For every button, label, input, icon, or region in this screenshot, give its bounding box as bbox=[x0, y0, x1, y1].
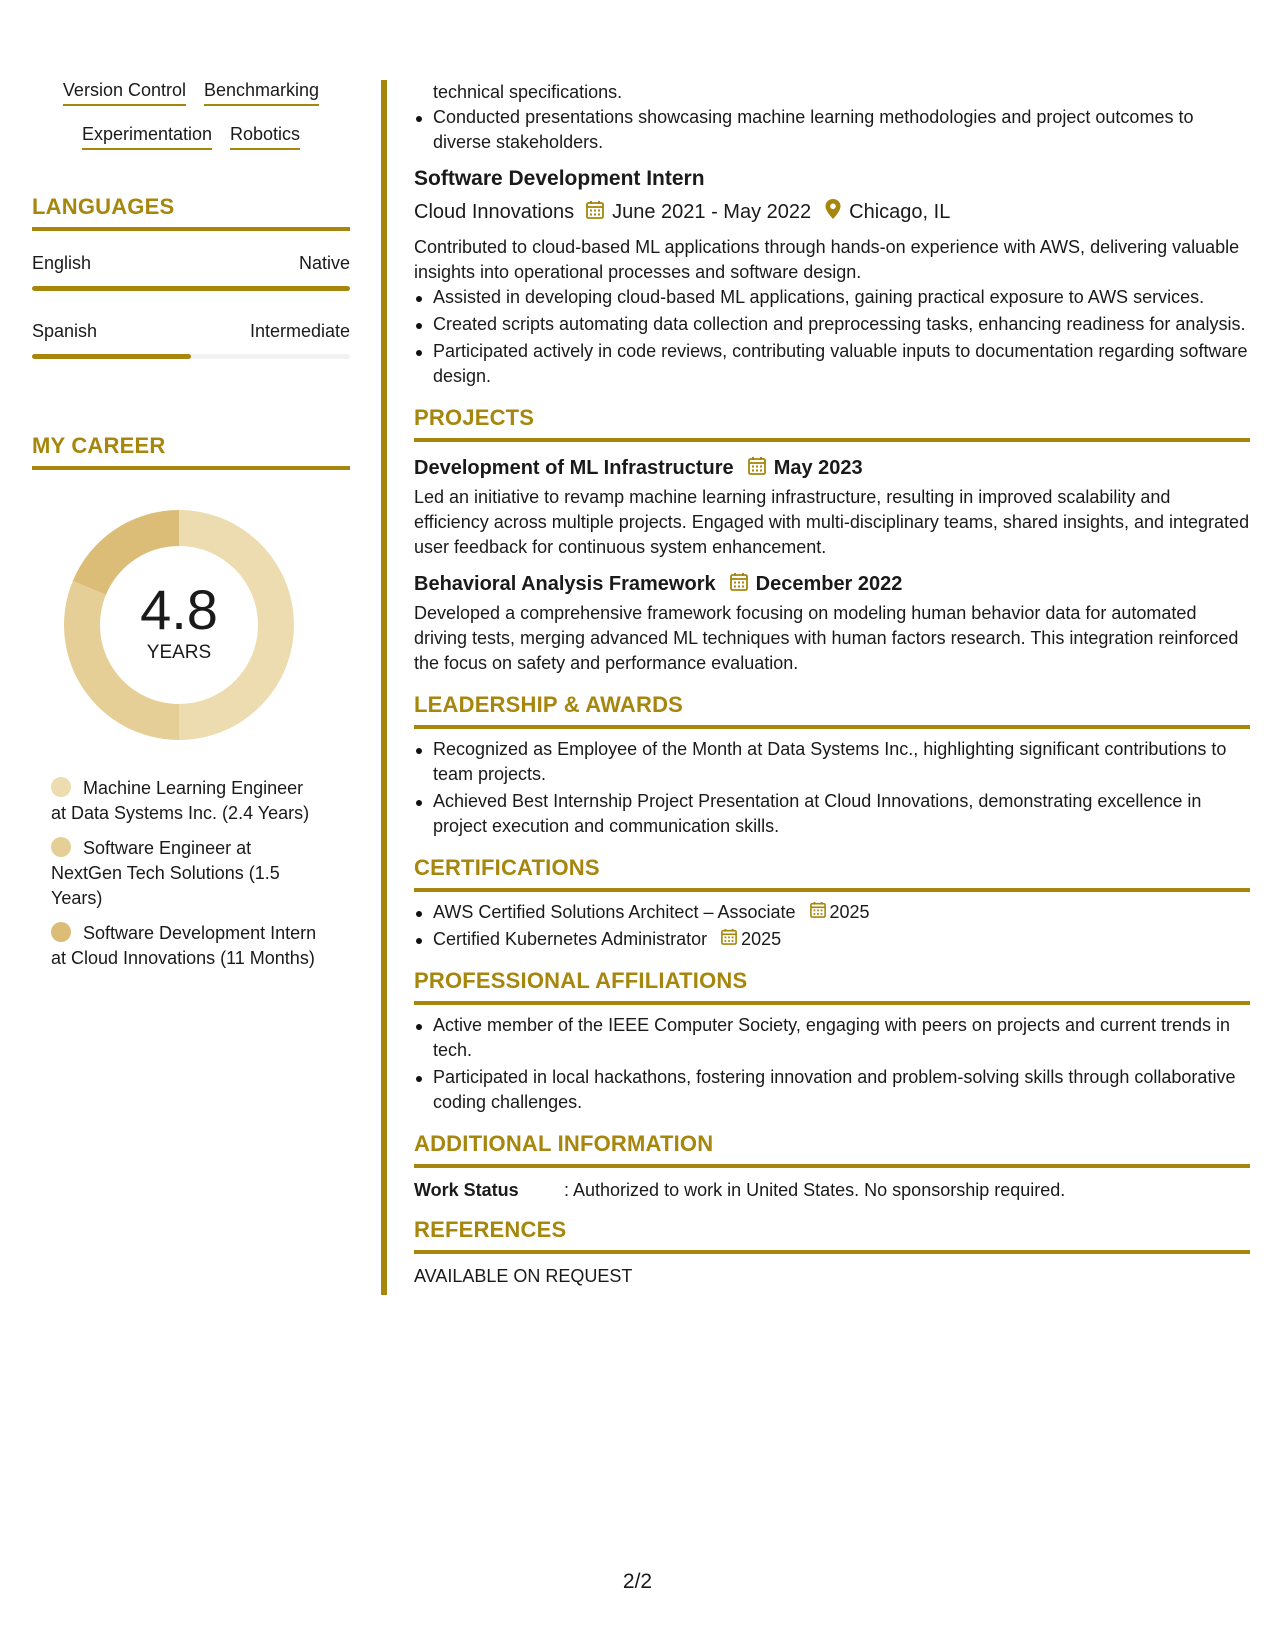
certification-name: Certified Kubernetes Administrator bbox=[433, 929, 708, 949]
project-name: Development of ML Infrastructure bbox=[414, 457, 734, 479]
career-legend bbox=[51, 776, 350, 971]
references-section bbox=[414, 1217, 1250, 1289]
section-rule bbox=[414, 888, 1250, 892]
proficiency-fill bbox=[32, 286, 350, 291]
section-rule bbox=[414, 1250, 1250, 1254]
section-rule bbox=[32, 466, 350, 470]
languages-section bbox=[32, 194, 350, 359]
language-name: Spanish bbox=[32, 321, 98, 341]
career-section bbox=[32, 433, 350, 971]
project-name: Behavioral Analysis Framework bbox=[414, 573, 716, 595]
language-item bbox=[32, 253, 350, 291]
legend-label: Software Development Intern at Cloud Innovations (11 Months) bbox=[51, 923, 317, 968]
section-title: LANGUAGES bbox=[32, 194, 175, 219]
career-unit: YEARS bbox=[146, 642, 212, 663]
continued-text: technical specifications. bbox=[433, 82, 623, 102]
bullet-item: Active member of the IEEE Computer Society, engaging with peers on projects and current trends in tech. bbox=[414, 1013, 1250, 1063]
legend-dot bbox=[51, 777, 71, 797]
certification-year: 2025 bbox=[829, 902, 870, 922]
job-title: Software Development Intern bbox=[414, 167, 705, 190]
section-title: REFERENCES bbox=[414, 1217, 567, 1242]
section-rule bbox=[414, 1164, 1250, 1168]
info-value: : Authorized to work in United States. No sponsorship required. bbox=[564, 1180, 1066, 1200]
career-total: 4.8 bbox=[140, 578, 218, 641]
section-rule bbox=[32, 227, 350, 231]
job-location: Chicago, IL bbox=[849, 200, 951, 223]
section-rule bbox=[414, 725, 1250, 729]
bullet-list bbox=[414, 900, 1250, 952]
project-description: Led an initiative to revamp machine learning infrastructure, resulting in improved scalability and efficiency across multiple projects. Engaged with multi-disciplinary teams, shared insights, and integrated user feedback for continuous system enhancement. bbox=[414, 487, 1250, 557]
calendar-icon bbox=[748, 456, 766, 481]
bullet-list bbox=[414, 737, 1250, 839]
skills-list bbox=[32, 80, 350, 150]
calendar-icon bbox=[721, 927, 737, 952]
section-rule bbox=[414, 1001, 1250, 1005]
certification-item bbox=[414, 927, 1250, 952]
bullet-item: Participated in local hackathons, fostering innovation and problem-solving skills through collaborative coding challenges. bbox=[414, 1065, 1250, 1115]
bullet-list bbox=[414, 105, 1250, 155]
bullet-list bbox=[414, 1013, 1250, 1115]
job-company: Cloud Innovations bbox=[414, 200, 575, 223]
right-column bbox=[414, 80, 1250, 1289]
section-title: MY CAREER bbox=[32, 433, 166, 458]
leadership-section bbox=[414, 692, 1250, 839]
job-dates: June 2021 - May 2022 bbox=[612, 200, 812, 223]
project-description: Developed a comprehensive framework focusing on modeling human behavior data for automated driving tests, merging advanced ML techniques with human factors research. This integration reinforced the focus on safety and performance evaluation. bbox=[414, 603, 1239, 673]
language-level: Native bbox=[298, 253, 350, 273]
column-divider bbox=[381, 80, 387, 1295]
skill-tag: Experimentation bbox=[82, 124, 212, 150]
job-meta bbox=[414, 199, 1250, 225]
language-name: English bbox=[32, 253, 92, 273]
bullet-item: Assisted in developing cloud-based ML applications, gaining practical exposure to AWS services. bbox=[414, 285, 1250, 310]
affiliations-section bbox=[414, 968, 1250, 1115]
bullet-item: Recognized as Employee of the Month at Data Systems Inc., highlighting significant contributions to team projects. bbox=[414, 737, 1250, 787]
section-title: ADDITIONAL INFORMATION bbox=[414, 1131, 714, 1156]
section-title: PROJECTS bbox=[414, 405, 535, 430]
skill-tag: Benchmarking bbox=[204, 80, 319, 106]
skill-tag: Robotics bbox=[230, 124, 300, 150]
calendar-icon bbox=[730, 572, 748, 597]
certification-year: 2025 bbox=[741, 929, 782, 949]
language-item bbox=[32, 321, 350, 359]
project-header bbox=[414, 572, 1250, 597]
certification-item bbox=[414, 900, 1250, 925]
proficiency-fill bbox=[32, 354, 191, 359]
location-pin-icon bbox=[825, 199, 841, 225]
project-date: May 2023 bbox=[773, 457, 863, 479]
skill-tag: Version Control bbox=[63, 80, 186, 106]
bullet-item: Participated actively in code reviews, contributing valuable inputs to documentation regarding software design. bbox=[414, 339, 1250, 389]
bullet-list bbox=[414, 285, 1250, 389]
proficiency-bar bbox=[32, 286, 350, 291]
page-number: 2/2 bbox=[622, 1570, 653, 1593]
legend-label: Software Engineer at NextGen Tech Solutions (1.5 Years) bbox=[51, 838, 280, 908]
legend-label: Machine Learning Engineer at Data Systems Inc. (2.4 Years) bbox=[51, 778, 310, 823]
projects-section bbox=[414, 405, 1250, 676]
legend-item bbox=[51, 776, 321, 826]
section-title: PROFESSIONAL AFFILIATIONS bbox=[414, 968, 748, 993]
job-summary: Contributed to cloud-based ML applications through hands-on experience with AWS, delivering valuable insights into operational processes and software design. bbox=[414, 237, 1240, 282]
bullet-item: Created scripts automating data collection and preprocessing tasks, enhancing readiness for analysis. bbox=[414, 312, 1250, 337]
calendar-icon bbox=[810, 900, 826, 925]
certifications-section bbox=[414, 855, 1250, 952]
language-level: Intermediate bbox=[249, 321, 350, 341]
certification-name: AWS Certified Solutions Architect – Associate bbox=[433, 902, 796, 922]
career-donut-chart bbox=[64, 510, 294, 740]
project-header bbox=[414, 456, 1250, 481]
calendar-icon bbox=[586, 200, 604, 225]
legend-item bbox=[51, 836, 321, 911]
legend-dot bbox=[51, 922, 71, 942]
info-key: Work Status bbox=[414, 1180, 519, 1200]
section-rule bbox=[414, 438, 1250, 442]
references-text: AVAILABLE ON REQUEST bbox=[414, 1266, 633, 1286]
left-column bbox=[32, 80, 350, 981]
bullet-item: Conducted presentations showcasing machine learning methodologies and project outcomes to diverse stakeholders. bbox=[414, 105, 1250, 155]
section-title: LEADERSHIP & AWARDS bbox=[414, 692, 684, 717]
legend-dot bbox=[51, 837, 71, 857]
project-date: December 2022 bbox=[755, 573, 903, 595]
additional-info-section bbox=[414, 1131, 1250, 1201]
proficiency-bar bbox=[32, 354, 350, 359]
info-row bbox=[414, 1180, 1250, 1201]
legend-item bbox=[51, 921, 321, 971]
section-title: CERTIFICATIONS bbox=[414, 855, 600, 880]
bullet-item: Achieved Best Internship Project Presentation at Cloud Innovations, demonstrating excellence in project execution and communication skills. bbox=[414, 789, 1250, 839]
